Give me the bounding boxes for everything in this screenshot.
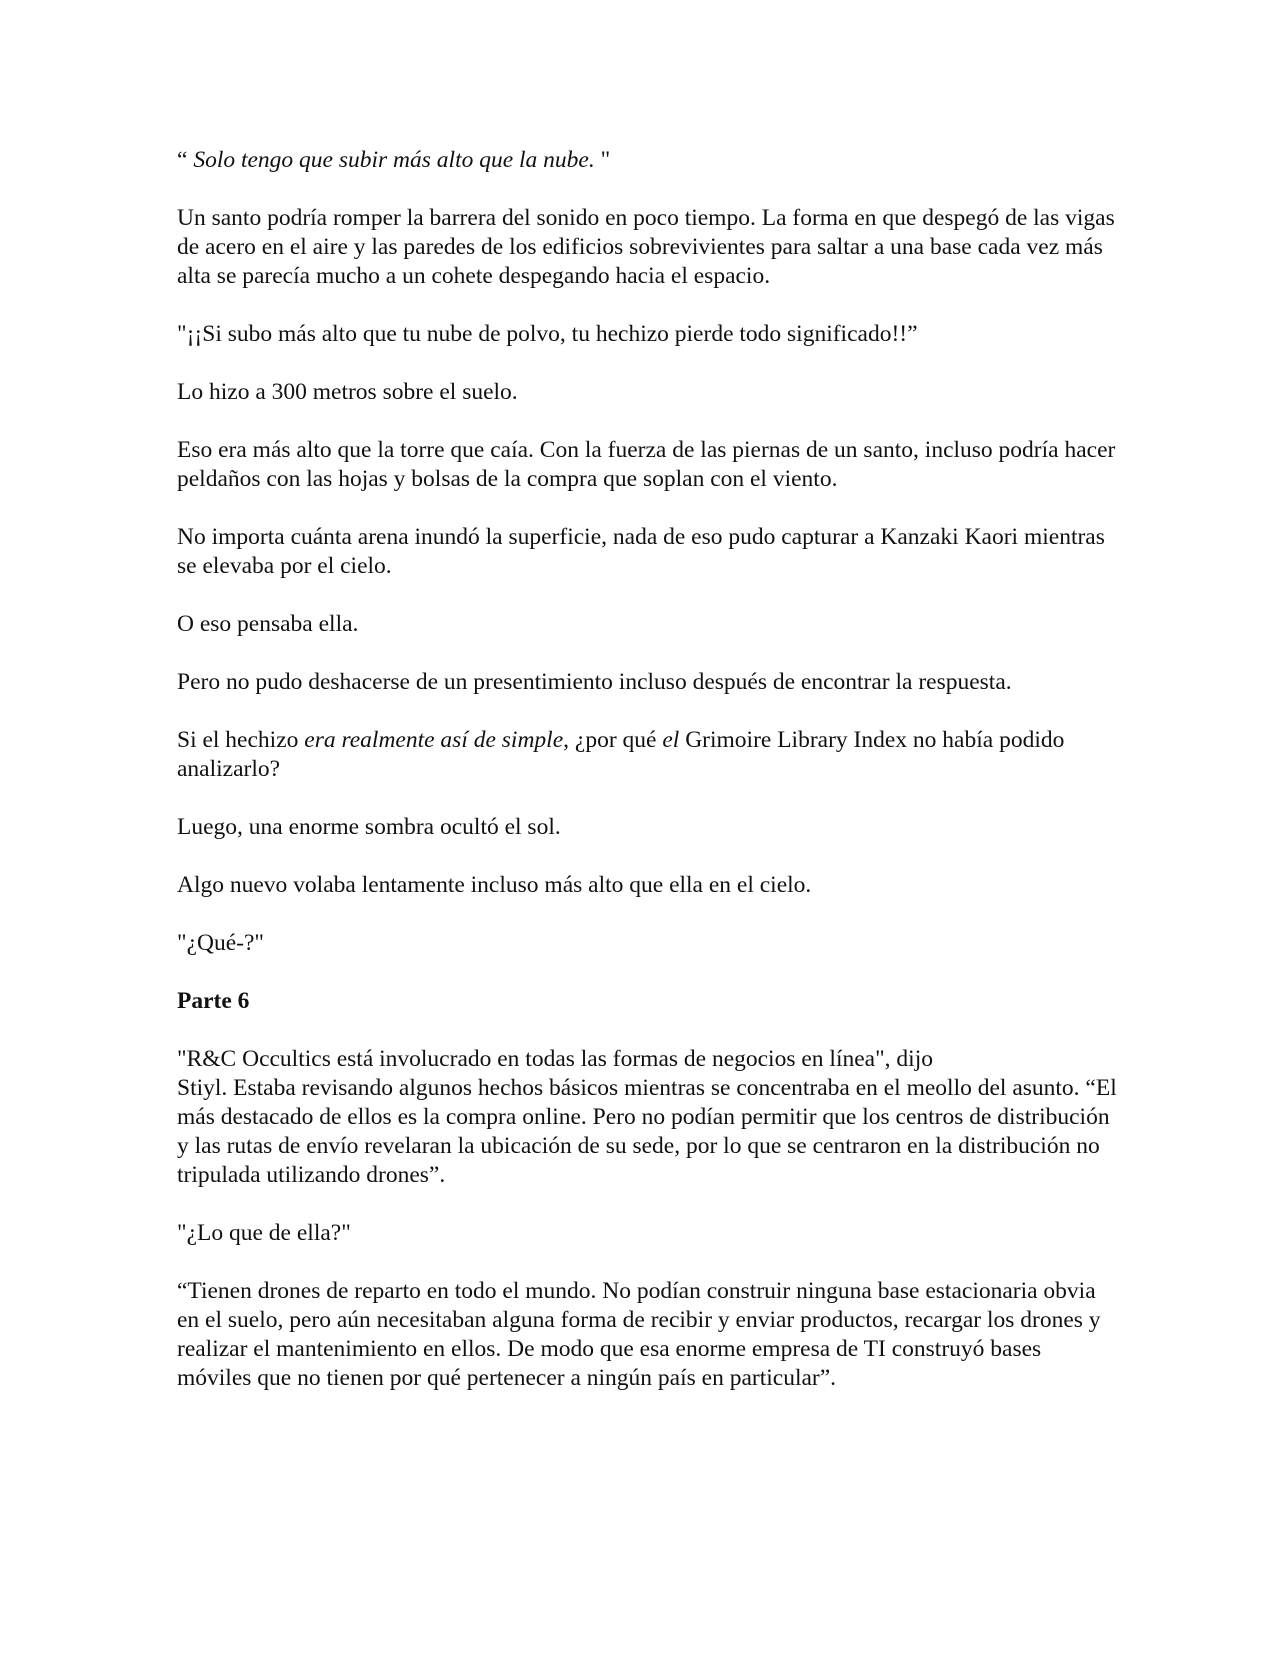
quote-open: “ [177, 147, 194, 173]
paragraph-1 [177, 146, 1117, 175]
paragraph-6: No importa cuánta arena inundó la superficie, nada de eso pudo capturar a Kanzaki Kaori mientras se elevaba por el cielo. [177, 524, 1105, 579]
paragraph-12: "¿Qué-?" [177, 930, 265, 956]
text-segment: Stiyl. Estaba revisando algunos hechos básicos mientras se concentraba en el meollo del asunto. “El más destacado de ellos es la compra online. Pero no podían permitir que los centros de distribución y las rutas de envío revelaran la ubicación de su sede, por lo que se centraron en la distribución no tripulada utilizando drones”. [177, 1075, 1117, 1188]
paragraph-3: "¡¡Si subo más alto que tu nube de polvo, tu hechizo pierde todo significado!!” [177, 321, 918, 347]
text-line: "R&C Occultics está involucrado en todas las formas de negocios en línea", dijo [177, 1046, 933, 1072]
italic-segment: era realmente así de simple [304, 727, 564, 753]
text-segment: Si el hechizo [177, 727, 305, 753]
paragraph-2: Un santo podría romper la barrera del sonido en poco tiempo. La forma en que despegó de las vigas de acero en el aire y las paredes de los edificios sobrevivientes para saltar a una base cada vez más alta se parecía mucho a un cohete despegando hacia el espacio. [177, 205, 1115, 289]
paragraph-8: Pero no pudo deshacerse de un presentimiento incluso después de encontrar la respuesta. [177, 669, 1012, 695]
paragraph-13 [177, 1045, 1117, 1190]
paragraph-7: O eso pensaba ella. [177, 611, 359, 637]
paragraph-15: “Tienen drones de reparto en todo el mundo. No podían construir ninguna base estacionaria obvia en el suelo, pero aún necesitaban alguna forma de recibir y enviar productos, recargar los drones y realizar el mantenimiento en ellos. De modo que esa enorme empresa de TI construyó bases móviles que no tienen por qué pertenecer a ningún país en particular”. [177, 1278, 1101, 1391]
paragraph-9 [177, 726, 1117, 784]
document-body [177, 146, 1117, 1422]
paragraph-10: Luego, una enorme sombra ocultó el sol. [177, 814, 561, 840]
section-heading: Parte 6 [177, 988, 250, 1014]
paragraph-5: Eso era más alto que la torre que caía. Con la fuerza de las piernas de un santo, incluso podría hacer peldaños con las hojas y bolsas de la compra que soplan con el viento. [177, 437, 1116, 492]
quote-close: " [594, 147, 611, 173]
text-segment: , ¿por qué [563, 727, 663, 753]
italic-segment: el [662, 727, 680, 753]
paragraph-14: "¿Lo que de ella?" [177, 1220, 351, 1246]
paragraph-4: Lo hizo a 300 metros sobre el suelo. [177, 379, 518, 405]
italic-thought: Solo tengo que subir más alto que la nube. [193, 147, 595, 173]
text-segment: Grimoire Library Index no había podido analizarlo? [177, 727, 1065, 782]
paragraph-11: Algo nuevo volaba lentamente incluso más alto que ella en el cielo. [177, 872, 812, 898]
